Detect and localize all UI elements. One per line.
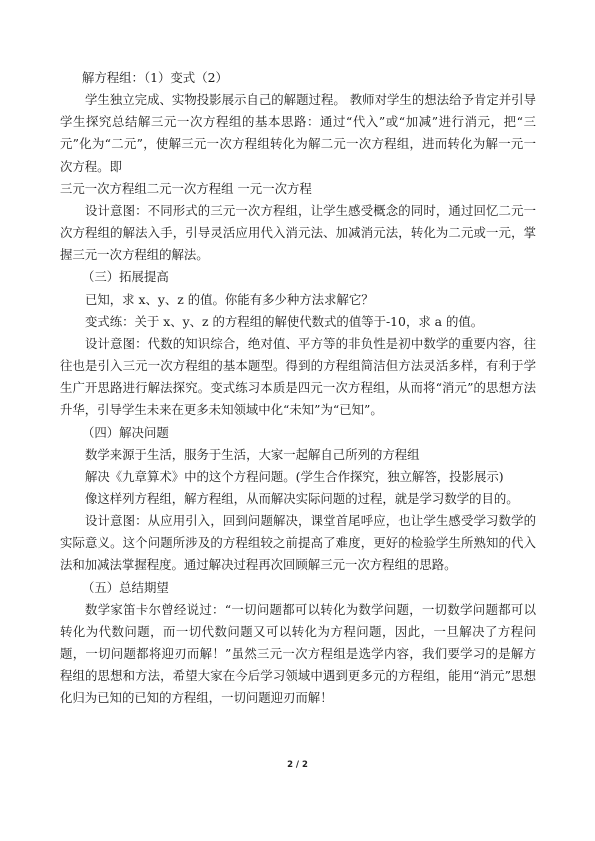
document-body	[60, 67, 536, 710]
page-number: 2 / 2	[287, 760, 308, 770]
paragraph-variant-exercise: 变式练：关于 x、y、z 的方程组的解使代数式的值等于-10，求 a 的值。	[85, 313, 484, 329]
paragraph-student-work: 学生独立完成、实物投影展示自己的解题过程。 教师对学生的想法给予肯定并引导学生探究总结解三元一次方程组的基本思路：通过“代入”或“加减”进行消元，把“三元”化为“二元”，使解三元一次方程组转化为解二元一次方程组，进而转化为解一元一次方程。即	[60, 92, 536, 174]
paragraph-known-find-xyz: 已知，求 x、y、z 的值。你能有多少种方法求解它？	[85, 291, 374, 307]
paragraph-descartes-quote: 数学家笛卡尔曾经说过：“一切问题都可以转化为数学问题，一切数学问题都可以转化为代数问题，而一切代数问题又可以转化为方程问题，因此，一旦解决了方程问题，一切问题都将迎刃而解！”虽然三元一次方程组是选学内容，我们要学习的是解方程组的思想和方法，希望大家在今后学习领域中遇到更多元的方程组，能用“消元”思想化归为已知的已知的方程组，一切问题迎刃而解！	[60, 601, 536, 706]
paragraph-reduction-chain: 三元一次方程组二元一次方程组 一元一次方程	[60, 180, 312, 196]
paragraph-nine-chapters: 解决《九章算术》中的这个方程问题。(学生合作探究，独立解答，投影展示)	[85, 468, 504, 484]
heading-solve-system: 解方程组：（1）变式（2）	[82, 70, 228, 85]
paragraph-design-intent-2: 设计意图：代数的知识综合，绝对值、平方等的非负性是初中数学的重要内容，往往也是引入三元一次方程组的基本题型。得到的方程组简洁但方法灵活多样，有利于学生广开思路进行解法探究。变式练习本质是四元一次方程组，从而将“消元”的思想方法升华，引导学生未来在更多未知领域中化“未知”为“已知”。	[60, 335, 536, 418]
heading-solve-problems: （四）解决问题	[82, 424, 169, 440]
paragraph-math-from-life: 数学来源于生活，服务于生活，大家一起解自己所列的方程组	[85, 446, 420, 462]
heading-summary: （五）总结期望	[82, 579, 169, 595]
paragraph-design-intent-3: 设计意图：从应用引入，回到问题解决，课堂首尾呼应，也让学生感受学习数学的实际意义。这个问题所涉及的方程组较之前提高了难度，更好的检验学生所熟知的代入法和加减法掌握程度。通过解决过程再次回顾解三元一次方程组的思路。	[60, 513, 536, 573]
paragraph-design-intent-1: 设计意图：不同形式的三元一次方程组，让学生感受概念的同时，通过回忆二元一次方程组的解法入手，引导灵活应用代入消元法、加减消元法，转化为二元或一元，掌握三元一次方程组的解法。	[60, 202, 536, 263]
paragraph-purpose: 像这样列方程组，解方程组，从而解决实际问题的过程，就是学习数学的目的。	[85, 490, 519, 506]
heading-extension: （三）拓展提高	[82, 269, 169, 285]
